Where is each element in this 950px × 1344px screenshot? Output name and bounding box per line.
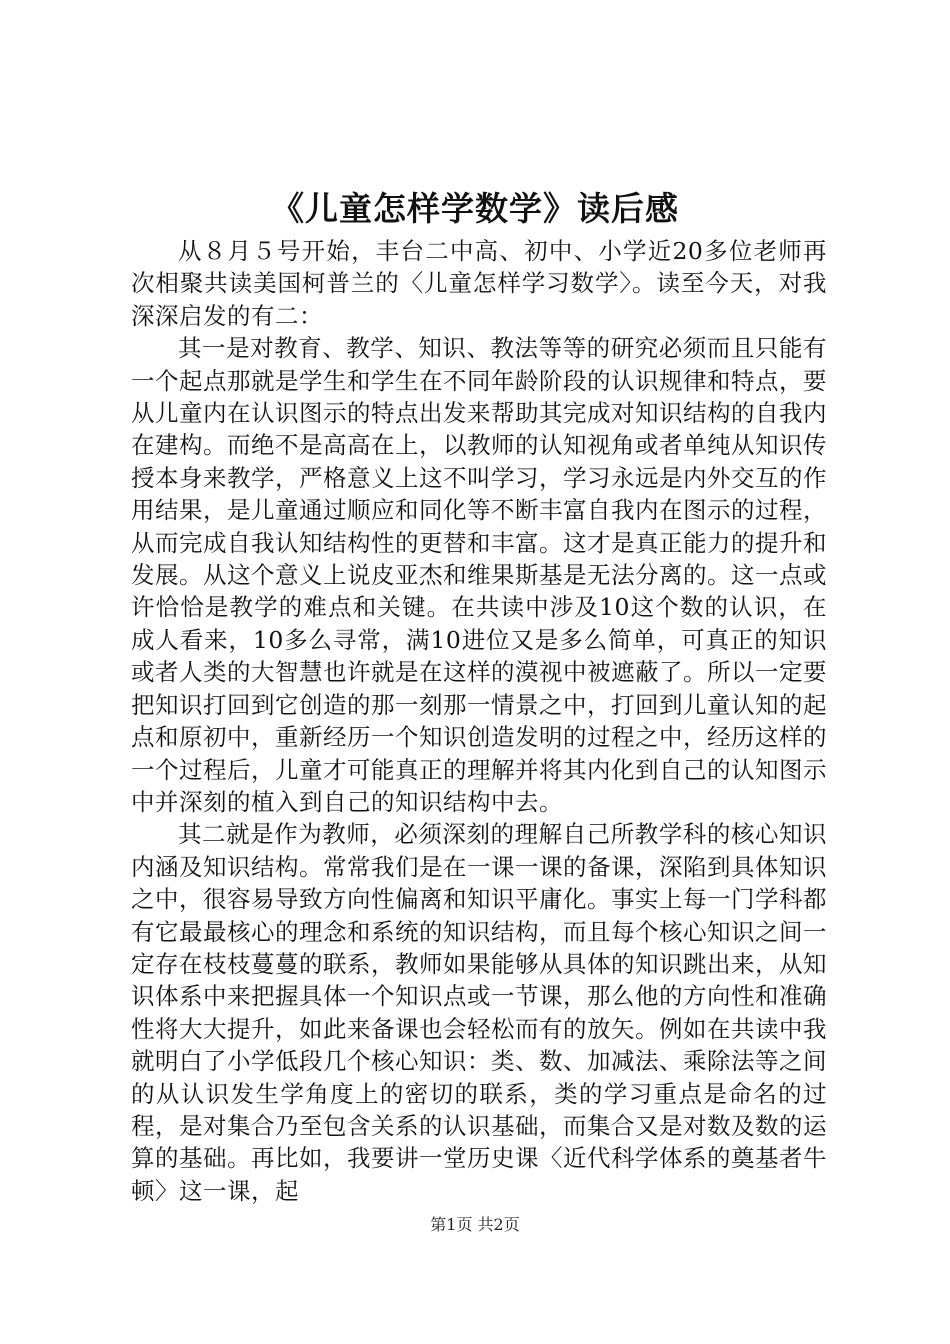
document-body xyxy=(131,235,827,1207)
paragraph-intro: 从８月５号开始，丰台二中高、初中、小学近20多位老师再次相聚共读美国柯普兰的〈儿童怎样学习数学〉。读至今天，对我深深启发的有二： xyxy=(131,237,827,330)
document-title: 《儿童怎样学数学》读后感 xyxy=(271,189,679,228)
paragraph-first-point: 其一是对教育、教学、知识、教法等等的研究必须而且只能有一个起点那就是学生和学生在不同年龄阶段的认识规律和特点，要从儿童内在认识图示的特点出发来帮助其完成对知识结构的自我内在建构。而绝不是高高在上，以教师的认知视角或者单纯从知识传授本身来教学，严格意义上这不叫学习，学习永远是内外交互的作用结果，是儿童通过顺应和同化等不断丰富自我内在图示的过程，从而完成自我认知结构性的更替和丰富。这才是真正能力的提升和发展。从这个意义上说皮亚杰和维果斯基是无法分离的。这一点或许恰恰是教学的难点和关键。在共读中涉及10这个数的认识，在成人看来，10多么寻常，满10进位又是多么简单，可真正的知识或者人类的大智慧也许就是在这样的漠视中被遮蔽了。所以一定要把知识打回到它创造的那一刻那一情景之中，打回到儿童认知的起点和原初中，重新经历一个知识创造发明的过程之中，经历这样的一个过程后，儿童才可能真正的理解并将其内化到自己的认知图示中并深刻的植入到自己的知识结构中去。 xyxy=(131,334,827,816)
page-number-footer: 第1页 共2页 xyxy=(430,1215,520,1234)
paragraph-second-point: 其二就是作为教师，必须深刻的理解自己所教学科的核心知识内涵及知识结构。常常我们是在一课一课的备课，深陷到具体知识之中，很容易导致方向性偏离和知识平庸化。事实上每一门学科都有它最最核心的理念和系统的知识结构，而且每个核心知识之间一定存在枝枝蔓蔓的联系，教师如果能够从具体的知识跳出来，从知识体系中来把握具体一个知识点或一节课，那么他的方向性和准确性将大大提升，如此来备课也会轻松而有的放矢。例如在共读中我就明白了小学低段几个核心知识：类、数、加减法、乘除法等之间的从认识发生学角度上的密切的联系，类的学习重点是命名的过程，是对集合乃至包含关系的认识基础，而集合又是对数及数的运算的基础。再比如，我要讲一堂历史课〈近代科学体系的奠基者牛顿〉这一课，起 xyxy=(131,820,827,1205)
